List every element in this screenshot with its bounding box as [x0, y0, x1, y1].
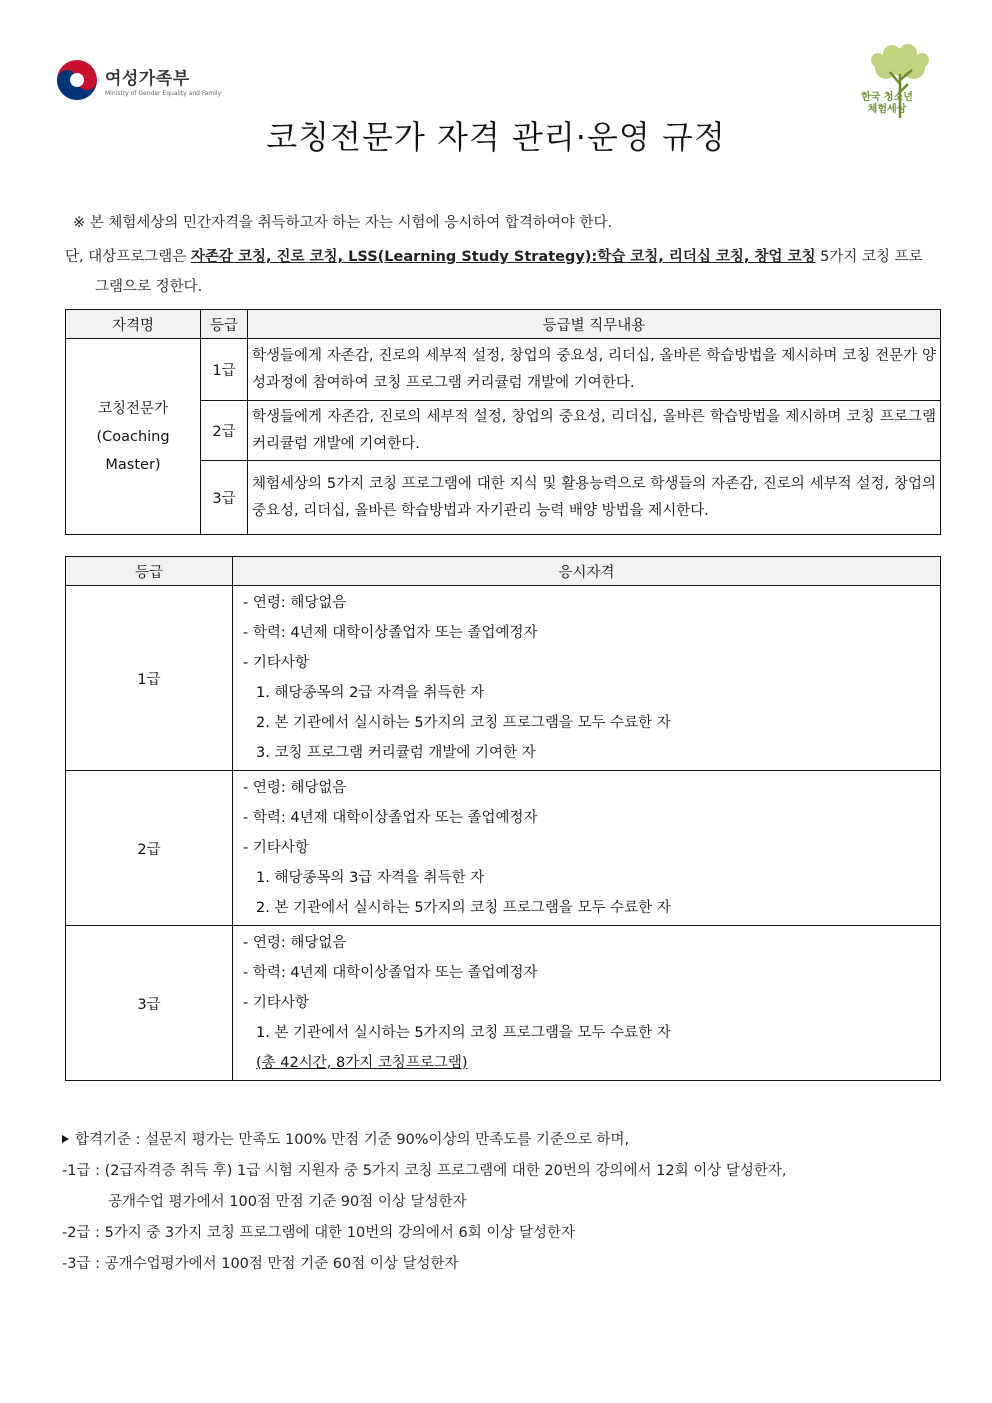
requirements-table-header [66, 557, 941, 586]
requirements-table [65, 556, 941, 1081]
org-name-line1: 한국 청소년 [861, 92, 913, 103]
grade-cell: 2급 [66, 771, 233, 926]
req-line: - 기타사항 [243, 995, 309, 1011]
duty-cell: 체험세상의 5가지 코칭 프로그램에 대한 지식 및 활용능력으로 학생들의 자존감, 진로의 세부적 설정, 창업의 중요성, 리더십, 올바른 학습방법과 자기관리 능력 배양 방법을 제시한다. [248, 461, 941, 535]
grade-cell: 1급 [66, 586, 233, 771]
page-title: 코칭전문가 자격 관리·운영 규정 [266, 118, 726, 156]
programs-suffix: 5가지 코칭 프로 [815, 249, 923, 265]
req-line: 3. 코칭 프로그램 커리큘럼 개발에 기여한 자 [256, 745, 536, 761]
grade-cell: 2급 [201, 401, 248, 461]
req-line: 1. 해당종목의 3급 자격을 취득한 자 [256, 870, 485, 886]
req-line: - 기타사항 [243, 840, 309, 856]
requirements-cell [233, 771, 941, 926]
duty-table-header [66, 310, 941, 339]
qualification-line: Master) [105, 456, 161, 473]
criteria-grade1-cont: 공개수업 평가에서 100점 만점 기준 90점 이상 달성한자 [108, 1194, 467, 1210]
ministry-subtitle: Ministry of Gender Equality and Family [105, 89, 222, 97]
grade-cell: 1급 [201, 339, 248, 401]
table-row [66, 926, 941, 1081]
header-qualification: 자격명 [66, 310, 201, 339]
duty-cell: 학생들에게 자존감, 진로의 세부적 설정, 창업의 중요성, 리더십, 올바른 학습방법을 제시하며 코칭 프로그램 커리큘럼 개발에 기여한다. [248, 401, 941, 461]
requirements-cell [233, 926, 941, 1081]
header-grade: 등급 [201, 310, 248, 339]
table-row [66, 586, 941, 771]
qualification-name [66, 339, 201, 535]
header-duty: 등급별 직무내용 [248, 310, 941, 339]
programs-list: 자존감 코칭, 진로 코칭, LSS(Learning Study Strategy):학습 코칭, 리더십 코칭, 창업 코칭 [190, 249, 816, 265]
req-line: - 학력: 4년제 대학이상졸업자 또는 졸업예정자 [243, 810, 538, 826]
req-line: - 연령: 해당없음 [243, 780, 347, 796]
qualification-line: 코칭전문가 [97, 400, 169, 417]
table-row [66, 771, 941, 926]
programs-continuation: 그램으로 정한다. [95, 279, 203, 295]
table-row [66, 339, 941, 401]
req-line: 2. 본 기관에서 실시하는 5가지의 코칭 프로그램을 모두 수료한 자 [256, 715, 671, 731]
req-line-wrap [243, 1048, 930, 1078]
req-line: - 연령: 해당없음 [243, 595, 347, 611]
triangle-bullet-icon [62, 1135, 69, 1143]
intro-programs [65, 242, 945, 302]
criteria-grade2: -2급 : 5가지 중 3가지 코칭 프로그램에 대한 10번의 강의에서 6회 이상 달성한자 [62, 1225, 575, 1241]
grade-cell: 3급 [66, 926, 233, 1081]
org-logo [850, 40, 942, 122]
req-line: 2. 본 기관에서 실시하는 5가지의 코칭 프로그램을 모두 수료한 자 [256, 900, 671, 916]
req-line: 1. 해당종목의 2급 자격을 취득한 자 [256, 685, 485, 701]
grade-cell: 3급 [201, 461, 248, 535]
criteria-main: 합격기준 : 설문지 평가는 만족도 100% 만점 기준 90%이상의 만족도를 기준으로 하며, [75, 1132, 630, 1148]
duty-cell: 학생들에게 자존감, 진로의 세부적 설정, 창업의 중요성, 리더십, 올바른 학습방법을 제시하며 코칭 전문가 양성과정에 참여하여 코칭 프로그램 커리큘럼 개발에 기여한다. [248, 339, 941, 401]
criteria-grade3: -3급 : 공개수업평가에서 100점 만점 기준 60점 이상 달성한자 [62, 1256, 459, 1272]
req-line: - 기타사항 [243, 655, 309, 671]
taegeuk-emblem-icon [55, 58, 99, 102]
ministry-name: 여성가족부 [105, 68, 190, 89]
criteria-main-line [62, 1125, 952, 1156]
pass-criteria [62, 1125, 952, 1280]
ministry-logo [55, 58, 221, 102]
criteria-grade1: -1급 : (2급자격증 취득 후) 1급 시험 지원자 중 5가지 코칭 프로그램에 대한 20번의 강의에서 12회 이상 달성한자, [62, 1163, 787, 1179]
req-line: - 학력: 4년제 대학이상졸업자 또는 졸업예정자 [243, 965, 538, 981]
qualification-line: (Coaching [96, 428, 170, 445]
duty-table [65, 309, 941, 535]
org-name-line2: 체험세상 [867, 104, 907, 115]
intro-note: ※ 본 체험세상의 민간자격을 취득하고자 하는 자는 시험에 응시하여 합격하여야 한다. [73, 215, 613, 231]
req-line: - 연령: 해당없음 [243, 935, 347, 951]
req-line: - 학력: 4년제 대학이상졸업자 또는 졸업예정자 [243, 625, 538, 641]
req-line-note: (총 42시간, 8가지 코칭프로그램) [256, 1055, 468, 1071]
programs-prefix: 단, 대상프로그램은 [65, 249, 191, 265]
header-requirements: 응시자격 [233, 557, 941, 586]
requirements-cell [233, 586, 941, 771]
header-grade: 등급 [66, 557, 233, 586]
req-line: 1. 본 기관에서 실시하는 5가지의 코칭 프로그램을 모두 수료한 자 [256, 1025, 671, 1041]
